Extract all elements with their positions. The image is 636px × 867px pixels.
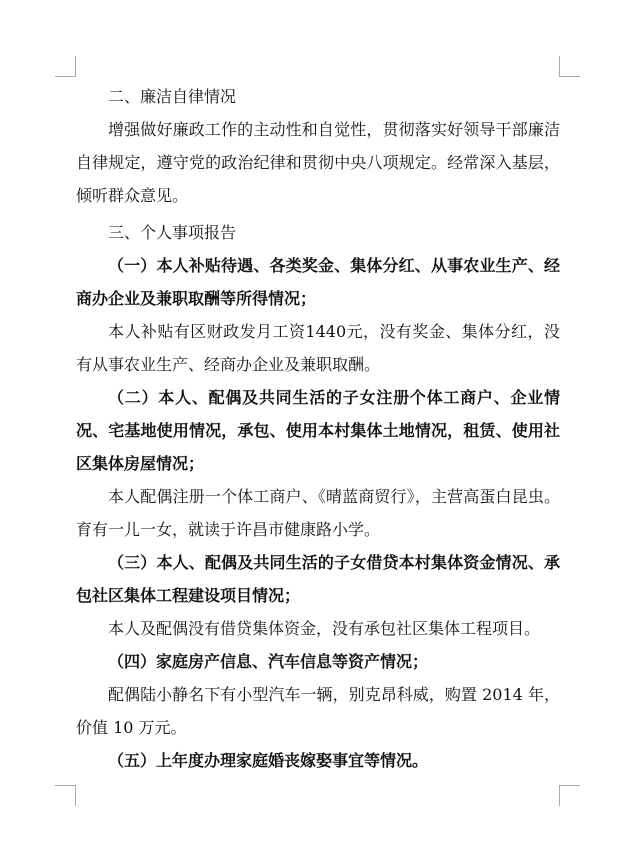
document-body [76, 80, 560, 777]
crop-mark-bottom-left-v [75, 785, 76, 806]
crop-mark-top-right-v [559, 56, 560, 77]
item-title-3: （三）本人、配偶及共同生活的子女借贷本村集体资金情况、承包社区集体工程建设项目情况； [76, 553, 560, 605]
crop-mark-top-right-h [559, 76, 580, 77]
item-body-2: 本人配偶注册一个体工商户、《晴蓝商贸行》，主营高蛋白昆虫。育有一儿一女，就读于许昌市健康路小学。 [76, 487, 560, 539]
item-body-4: 配偶陆小静名下有小型汽车一辆，别克昂科威，购置 2014 年，价值 10 万元。 [76, 685, 560, 737]
section-heading-personal-report: 三、个人事项报告 [108, 223, 237, 242]
item-title-2: （二）本人、配偶及共同生活的子女注册个体工商户、企业情况、宅基地使用情况，承包、使用本村集体土地情况，租赁、使用社区集体房屋情况； [76, 388, 560, 473]
crop-mark-top-left-h [55, 76, 76, 77]
crop-mark-bottom-right-v [559, 785, 560, 806]
item-body-1: 本人补贴有区财政发月工资1440元，没有奖金、集体分红，没有从事农业生产、经商办企业及兼职取酬。 [76, 322, 560, 374]
section-heading-integrity: 二、廉洁自律情况 [108, 87, 237, 106]
paragraph-integrity: 增强做好廉政工作的主动性和自觉性，贯彻落实好领导干部廉洁自律规定，遵守党的政治纪律和贯彻中央八项规定。经常深入基层，倾听群众意见。 [76, 120, 560, 205]
crop-mark-bottom-right-h [559, 785, 580, 786]
crop-mark-bottom-left-h [55, 785, 76, 786]
item-title-1: （一）本人补贴待遇、各类奖金、集体分红、从事农业生产、经商办企业及兼职取酬等所得情况； [76, 256, 560, 308]
item-title-5: （五）上年度办理家庭婚丧嫁娶事宜等情况。 [108, 751, 429, 770]
crop-mark-top-left-v [75, 56, 76, 77]
item-body-3: 本人及配偶没有借贷集体资金，没有承包社区集体工程项目。 [108, 619, 541, 638]
item-title-4: （四）家庭房产信息、汽车信息等资产情况； [108, 652, 429, 671]
